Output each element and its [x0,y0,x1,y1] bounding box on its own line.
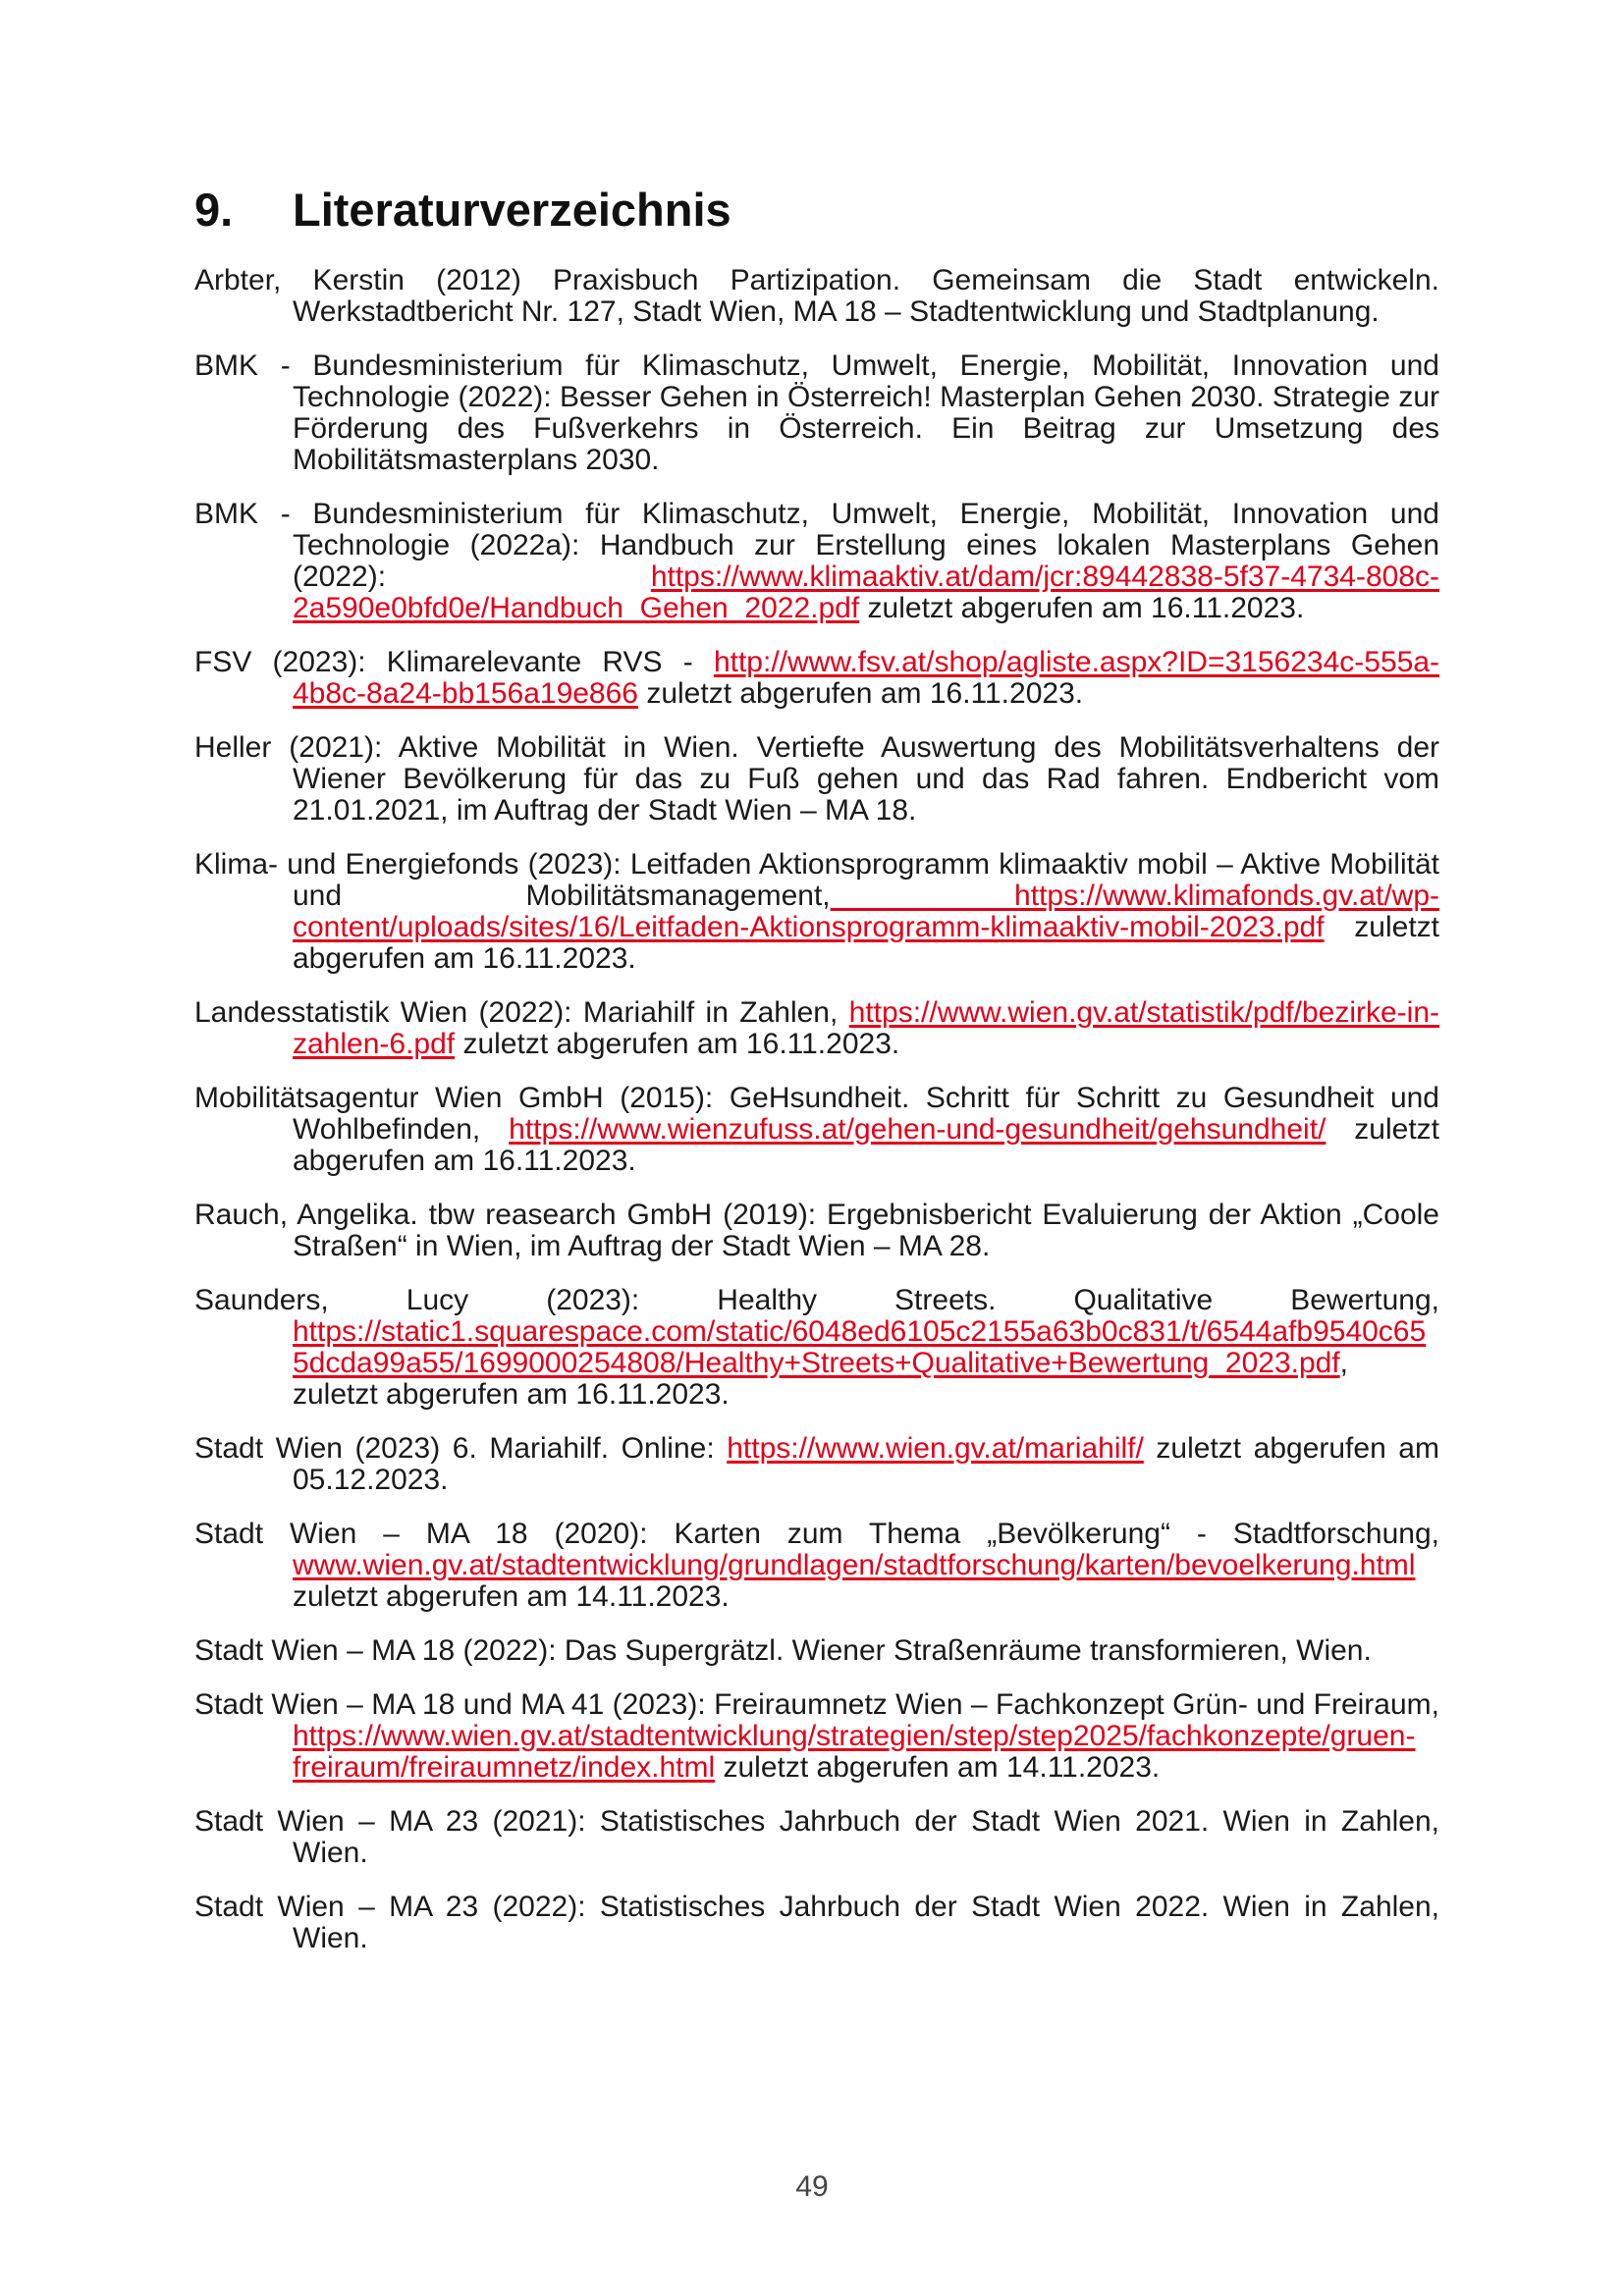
section-title: Literaturverzeichnis [293,184,731,236]
reference-entry [194,1285,1439,1411]
reference-link[interactable]: https://www.wien.gv.at/statistik/pdf/bezirke-in-zahlen-6.pdf [293,996,1439,1060]
reference-entry [194,1806,1439,1869]
reference-entry [194,997,1439,1060]
reference-suffix: , zuletzt abgerufen am 16.11.2023. [293,1347,1349,1411]
reference-entry [194,350,1439,476]
reference-text: Klima- und Energiefonds (2023): Leitfaden Aktionsprogramm klimaaktiv mobil – Aktive Mobilität und Mobilitätsmanagement, [194,848,1439,912]
section-number: 9. [194,184,234,236]
reference-entry [194,849,1439,975]
reference-text: Stadt Wien (2023) 6. Mariahilf. Online: [194,1432,728,1465]
reference-list [194,265,1439,1977]
reference-entry [194,647,1439,710]
reference-text: BMK - Bundesministerium für Klimaschutz, Umwelt, Energie, Mobilität, Innovation und Technologie (2022): Besser Gehen in Österreich! Masterplan Gehen 2030. Strategie zur Förderung des Fußverkehrs in Österreich. Ein Beitrag zur Umsetzung des Mobilitätsmasterplans 2030. [194,349,1439,476]
reference-text: FSV (2023): Klimarelevante RVS - [194,646,714,678]
reference-text: Mobilitätsagentur Wien GmbH (2015): GeHsundheit. Schritt für Schritt zu Gesundheit und Wohlbefinden, [194,1082,1439,1146]
page-number: 49 [795,2170,829,2203]
reference-text: BMK - Bundesministerium für Klimaschutz, Umwelt, Energie, Mobilität, Innovation und Technologie (2022a): Handbuch zur Erstellung eines lokalen Masterplans Gehen (2022): [194,498,1439,593]
reference-entry [194,1635,1439,1667]
reference-text: Saunders, Lucy (2023): Healthy Streets. Qualitative Bewertung, [194,1284,1439,1316]
reference-text: Landesstatistik Wien (2022): Mariahilf in Zahlen, [194,996,849,1029]
reference-entry [194,1200,1439,1262]
reference-text: Rauch, Angelika. tbw reasearch GmbH (2019): Ergebnisbericht Evaluierung der Aktion „Coole Straßen“ in Wien, im Auftrag der Stadt Wien – MA 28. [194,1199,1439,1262]
reference-link[interactable]: https://www.klimafonds.gv.at/wp-content/uploads/sites/16/Leitfaden-Aktionsprogramm-klimaaktiv-mobil-2023.pdf [293,880,1439,943]
reference-text: Stadt Wien – MA 18 (2020): Karten zum Thema „Bevölkerung“ - Stadtforschung, [194,1518,1439,1550]
reference-text: Stadt Wien – MA 23 (2022): Statistisches Jahrbuch der Stadt Wien 2022. Wien in Zahlen, Wien. [194,1891,1439,1954]
reference-link[interactable]: https://www.wien.gv.at/mariahilf/ [727,1432,1144,1465]
reference-link[interactable]: https://www.wien.gv.at/stadtentwicklung/strategien/step/step2025/fachkonzepte/gruen-freiraum/freiraumnetz/index.html [293,1720,1416,1784]
reference-text: Arbter, Kerstin (2012) Praxisbuch Partizipation. Gemeinsam die Stadt entwickeln. Werkstadtbericht Nr. 127, Stadt Wien, MA 18 – Stadtentwicklung und Stadtplanung. [194,264,1439,328]
reference-suffix: zuletzt abgerufen am 16.11.2023. [638,677,1084,710]
reference-text: Stadt Wien – MA 18 und MA 41 (2023): Freiraumnetz Wien – Fachkonzept Grün- und Freiraum, [194,1688,1439,1721]
reference-link[interactable]: www.wien.gv.at/stadtentwicklung/grundlagen/stadtforschung/karten/bevoelkerung.html [293,1549,1416,1581]
reference-entry [194,1519,1439,1613]
reference-text: Heller (2021): Aktive Mobilität in Wien. Vertiefte Auswertung des Mobilitätsverhaltens der Wiener Bevölkerung für das zu Fuß gehen und das Rad fahren. Endbericht vom 21.01.2021, im Auftrag der Stadt Wien – MA 18. [194,731,1439,827]
reference-suffix: zuletzt abgerufen am 16.11.2023. [293,1113,1439,1177]
reference-entry [194,499,1439,624]
reference-link[interactable]: https://www.wienzufuss.at/gehen-und-gesundheit/gehsundheit/ [509,1113,1326,1146]
reference-entry [194,1892,1439,1954]
reference-suffix: zuletzt abgerufen am 14.11.2023. [715,1751,1161,1784]
reference-suffix: zuletzt abgerufen am 16.11.2023. [293,911,1439,975]
reference-entry [194,732,1439,827]
reference-suffix: zuletzt abgerufen am 05.12.2023. [293,1432,1439,1496]
reference-entry [194,1689,1439,1784]
reference-text: Stadt Wien – MA 23 (2021): Statistisches Jahrbuch der Stadt Wien 2021. Wien in Zahlen, Wien. [194,1805,1439,1869]
reference-entry [194,1433,1439,1496]
reference-suffix: zuletzt abgerufen am 16.11.2023. [455,1028,900,1060]
reference-link[interactable]: https://static1.squarespace.com/static/6048ed6105c2155a63b0c831/t/6544afb9540c655dcda99a55/1699000254808/Healthy+Streets+Qualitative+Bewertung_2023.pdf [293,1315,1427,1379]
reference-entry [194,265,1439,328]
reference-link[interactable]: https://www.klimaaktiv.at/dam/jcr:89442838-5f37-4734-808c-2a590e0bfd0e/Handbuch_Gehen_2022.pdf [293,561,1439,624]
reference-text: Stadt Wien – MA 18 (2022): Das Supergrätzl. Wiener Straßenräume transformieren, Wien. [194,1634,1372,1667]
reference-suffix: zuletzt abgerufen am 14.11.2023. [293,1580,730,1613]
section-heading [194,183,731,238]
reference-entry [194,1083,1439,1177]
reference-suffix: zuletzt abgerufen am 16.11.2023. [859,592,1305,624]
reference-link[interactable]: http://www.fsv.at/shop/agliste.aspx?ID=3156234c-555a-4b8c-8a24-bb156a19e866 [293,646,1439,710]
